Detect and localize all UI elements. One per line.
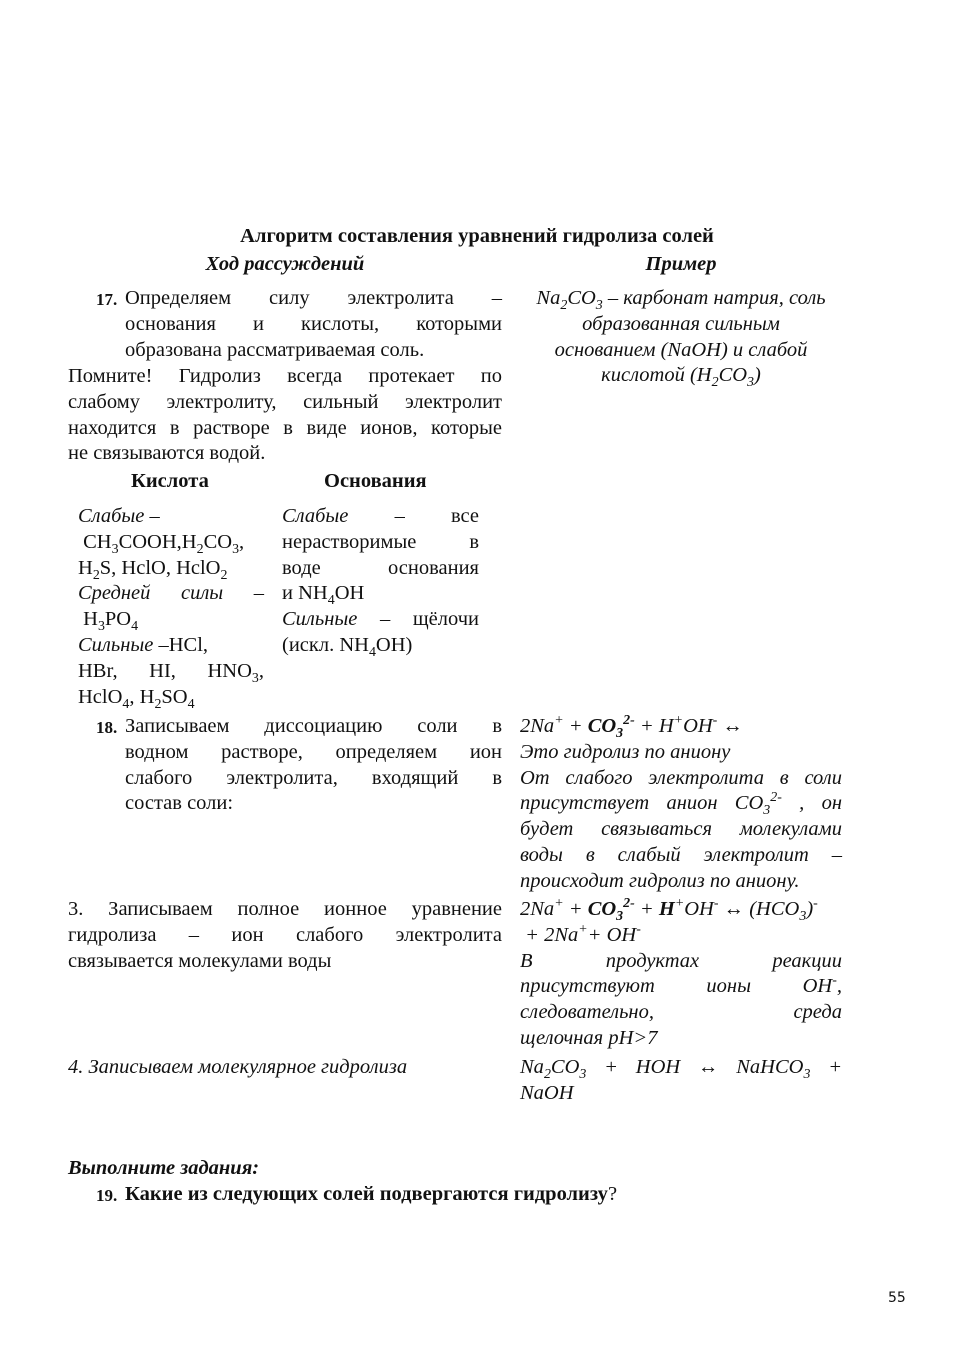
step4-text: 4. Записываем молекулярное гидролиза	[68, 1056, 408, 1078]
example2-text: $2Na^+ + CO_3^{2-} + H^+OH^-$ ↔ Это гидролиз по аниону От слабого электролита в соли присутствует анион $CO_3^{2-}$ , он будет связываться молекулами воды в слабый электролит – происходит гидролиз по аниону.	[520, 713, 842, 892]
task-number: 19.	[96, 1186, 118, 1205]
column-heading-reasoning: Ход рассуждений	[205, 253, 365, 275]
example4-text: $Na_2CO_3$ + HOH ↔ NaHCO$_3$ + NaOH	[520, 1056, 843, 1104]
base-column: Слабые – все нерастворимые в воде основания и $NH_4OH$ Сильные – щёлочи (искл. $NH_4OH$)	[282, 505, 480, 661]
tasks-heading: Выполните задания:	[68, 1157, 260, 1179]
step3-text: 3. Записываем полное ионное уравнение гидролиза – ион слабого электролита связывается молекулами воды	[68, 898, 502, 972]
base-header: Основания	[324, 470, 427, 492]
molecular-equation: $Na_2CO_3$ + HOH ↔ NaHCO$_3$ +	[520, 1056, 843, 1083]
step-number: 17.	[96, 290, 118, 309]
ionic-equation: $2Na^+ + CO_3^{2-} + H^+OH^-$ ↔ $(HCO_3)^-$	[520, 896, 818, 925]
example3-text: $2Na^+ + CO_3^{2-} + H^+OH^-$ ↔ $(HCO_3)^-$ + 2Na++ OH- В продуктах реакции присутствуют ионы OH-, следовательно, среда щелочная pH>7	[520, 896, 843, 1049]
step1-note: Помните! Гидролиз всегда протекает по слабому электролиту, сильный электролит находится в растворе в виде ионов, которые не связываются водой.	[68, 365, 502, 465]
acid-column: Слабые – $CH_3COOH,H_2CO_3$, $H_2S$, HclO, HclO$_2$ Средней силы – $H_3PO_4$ Сильные –HCl, HBr, HI, $HNO_3$, HclO$_4$, $H_2SO_4$	[78, 505, 265, 712]
dissociation-equation: $2Na^+ + CO_3^{2-} + H^+OH^-$ ↔	[520, 713, 743, 742]
task-question: Какие из следующих солей подвергаются гидролизу?	[125, 1183, 618, 1205]
step2-text: Записываем диссоциацию соли в водном растворе, определяем ион слабого электролита, входящий в состав соли:	[125, 715, 503, 815]
acid-header: Кислота	[131, 470, 209, 492]
page-number: 55	[888, 1290, 906, 1306]
column-heading-example: Пример	[645, 253, 717, 275]
example1-text: $Na_2CO_3$ – карбонат натрия, соль образованная сильным основанием (NaOH) и слабой кислотой $(H_2CO_3)$	[536, 287, 826, 391]
page-title: Алгоритм составления уравнений гидролиза солей	[240, 225, 714, 247]
step-number: 18.	[96, 718, 118, 737]
step1-text: Определяем силу электролита – основания и кислоты, которыми образована рассматриваемая соль.	[125, 287, 503, 361]
